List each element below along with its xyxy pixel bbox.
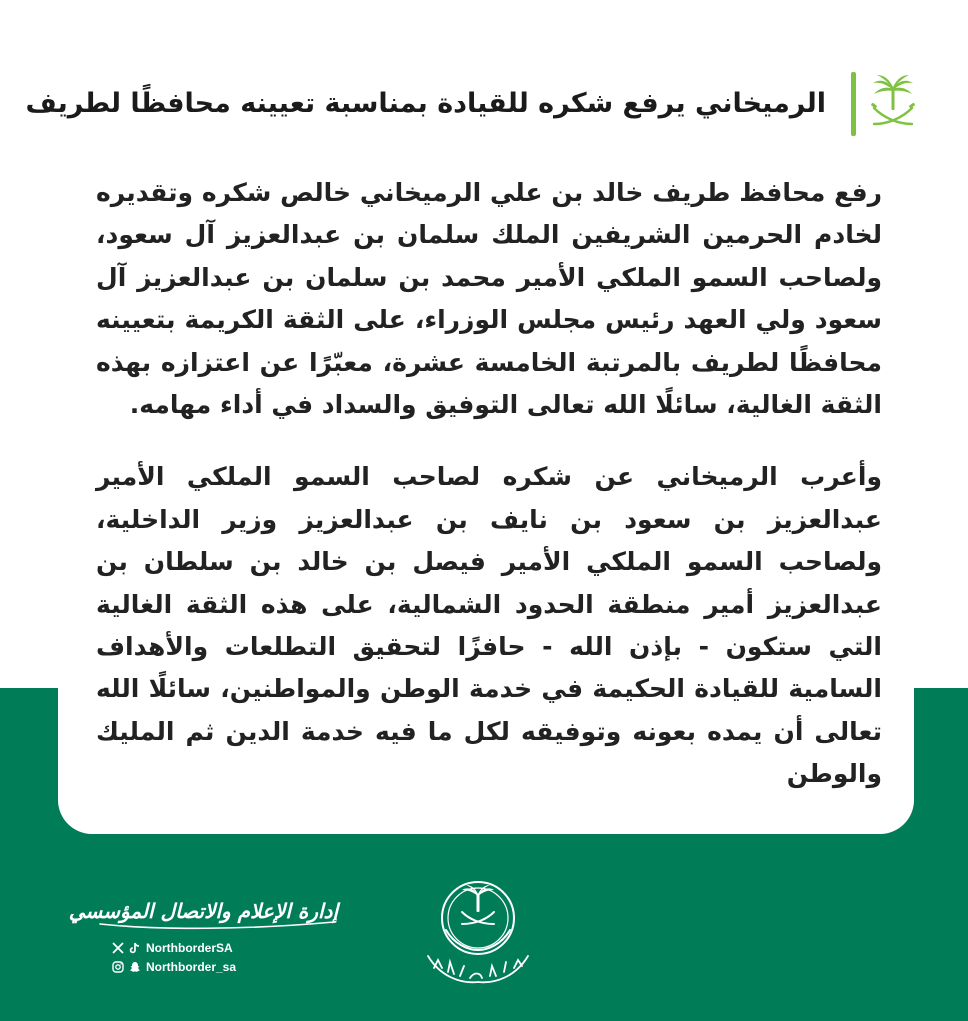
page-header: [25, 70, 924, 140]
article-paragraph-2: وأعرب الرميخاني عن شكره لصاحب السمو الملكي الأمير عبدالعزيز بن سعود بن نايف بن عبدالعزيز وزير الداخلية، ولصاحب السمو الملكي الأمير فيصل بن خالد بن سلطان بن عبدالعزيز أمير منطقة الحدود الشمالية، على هذه الثقة الغالية التي ستكون - بإذن الله - حافزًا لتحقيق التطلعات والأهداف السامية للقيادة الحكيمة في خدمة الوطن والمواطنين، سائلًا الله تعالى أن يمده بعونه وتوفيقه لكل ما فيه خدمة الدين ثم المليك والوطن: [96, 462, 882, 789]
snapchat-icon: [129, 961, 141, 973]
social-row-instagram-snapchat[interactable]: [112, 959, 236, 975]
footer-contact: [68, 888, 356, 988]
palm-swords-emblem-icon: [868, 74, 918, 134]
instagram-icon: [112, 961, 124, 973]
calligraphy-flourish-icon: [96, 920, 338, 930]
header-divider: [851, 72, 856, 136]
article-paragraph-1: رفع محافظ طريف خالد بن علي الرميخاني خالص شكره وتقديره لخادم الحرمين الشريفين الملك سلمان بن عبدالعزيز آل سعود، ولصاحب السمو الملكي الأمير محمد بن سلمان بن عبدالعزيز آل سعود ولي العهد رئيس مجلس الوزراء، على الثقة الكريمة بتعيينه محافظًا لطريف بالمرتبة الخامسة عشرة، معبّرًا عن اعتزازه بهذه الثقة الغالية، سائلًا الله تعالى التوفيق والسداد في أداء مهامه.: [96, 178, 882, 420]
x-icon: [112, 942, 124, 954]
social-handle-x: NorthborderSA: [146, 941, 233, 955]
tiktok-icon: [129, 942, 141, 954]
department-name: إدارة الإعلام والاتصال المؤسسي: [68, 899, 338, 923]
northern-borders-seal-icon: [420, 872, 536, 988]
page-title: الرميخاني يرفع شكره للقيادة بمناسبة تعيينه محافظًا لطريف: [25, 88, 826, 119]
department-calligraphy: [68, 894, 338, 928]
article-body: [96, 172, 882, 826]
social-handle-instagram: Northborder_sa: [146, 960, 237, 974]
social-row-x-tiktok[interactable]: [112, 940, 233, 956]
